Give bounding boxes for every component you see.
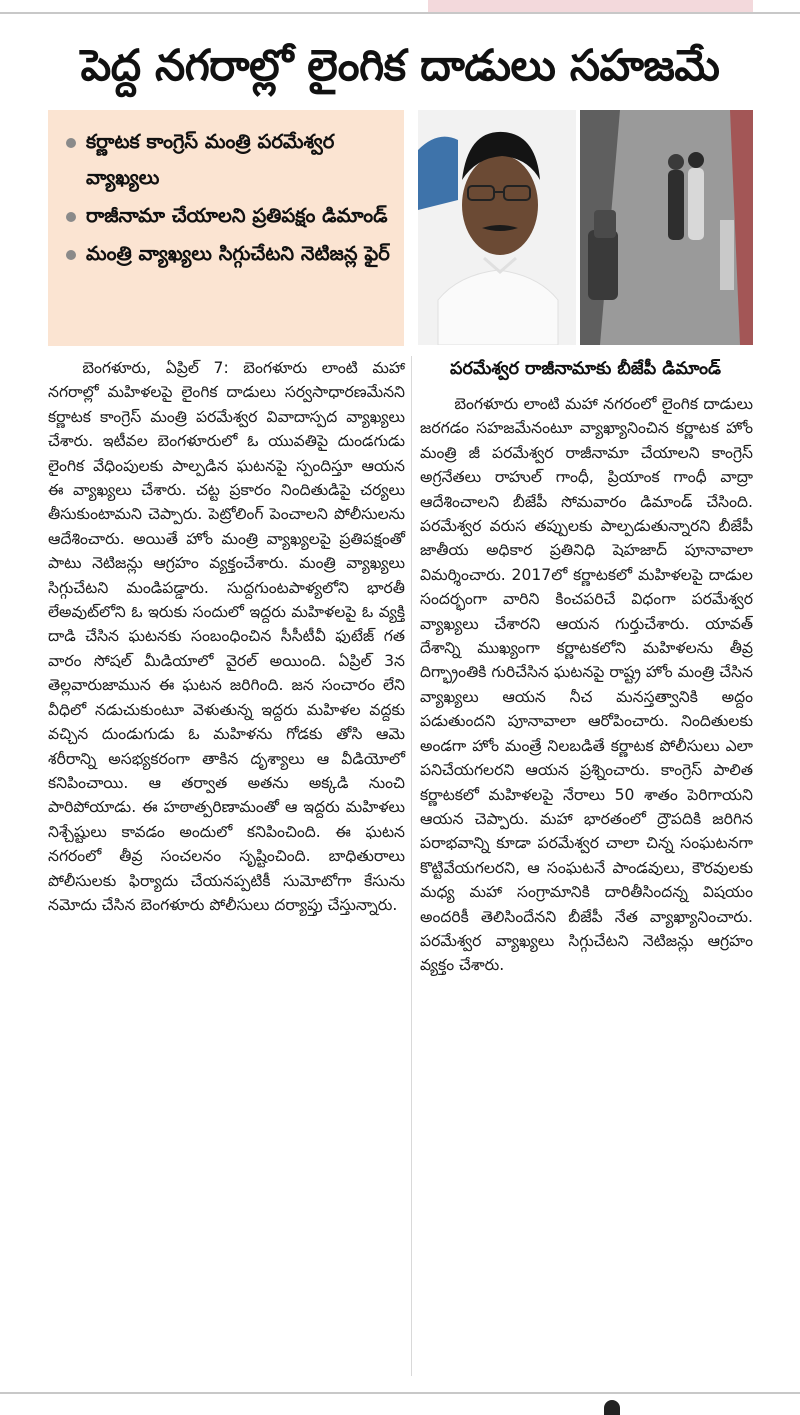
bullet-icon bbox=[66, 250, 76, 260]
highlight-text: కర్ణాటక కాంగ్రెస్ మంత్రి పరమేశ్వర వ్యాఖ్యలు bbox=[86, 130, 335, 189]
news-photo bbox=[418, 110, 753, 345]
minister-portrait bbox=[418, 110, 576, 345]
highlight-text: మంత్రి వ్యాఖ్యలు సిగ్గుచేటని నెటిజన్ల ఫైర్ bbox=[86, 242, 390, 265]
highlights-box bbox=[48, 110, 404, 346]
cctv-still bbox=[580, 110, 753, 345]
article-body-right: బెంగళూరు లాంటి మహా నగరంలో లైంగిక దాడులు జరగడం సహజమేనంటూ వ్యాఖ్యానించిన కర్ణాటక హోం మంత్రి జీ పరమేశ్వర రాజీనామా చేయాలని కాంగ్రెస్ అగ్రనేతలు రాహుల్ గాంధీ, ప్రియాంక గాంధీ వాద్రా ఆదేశించాలని బీజేపీ సోమవారం డిమాండ్ చేసింది. పరమేశ్వర వరుస తప్పులకు పాల్పడుతున్నారని బీజేపీ జాతీయ అధికార ప్రతినిధి షెహజాద్ పూనావాలా విమర్శించారు. 2017లో కర్ణాటకలో మహిళలపై దాడుల సందర్భంగా వారిని కించపరిచే విధంగా పరమేశ్వర వ్యాఖ్యలు చేశారని ఆయన గుర్తుచేశారు. యావత్ దేశాన్ని ముఖ్యంగా కర్ణాటకలోని మహిళలను తీవ్ర దిగ్భ్రాంతికి గురిచేసిన ఘటనపై రాష్ట్ర హోం మంత్రి చేసిన వ్యాఖ్యలు ఆయన నీచ మనస్తత్వానికి అద్దం పడుతుందని పూనావాలా ఆరోపించారు. నిందితులకు అండగా హోం మంత్రే నిలబడితే కర్ణాటక పోలీసులు ఎలా పనిచేయగలరని ఆయన ప్రశ్నించారు. కాంగ్రెస్ పాలిత కర్ణాటకలో మహిళలపై నేరాలు 50 శాతం పెరిగాయని ఆయన చెప్పారు. మహా భారతంలో ద్రౌపదికి జరిగిన పరాభవాన్ని కూడా పరమేశ్వర చాలా చిన్న సంఘటనగా కొట్టివేయగలరని, ఆ సంఘటనే పాండవులు, కౌరవులకు మధ్య మహా సంగ్రామానికి దారితీసిందన్న విషయం అందరికీ తెలిసిందేనని బీజేపీ నేత వ్యాఖ్యానించారు. పరమేశ్వర వ్యాఖ్యలు సిగ్గుచేటని నెటిజన్లు ఆగ్రహం వ్యక్తం చేశారు. bbox=[420, 395, 753, 975]
article-body-left: బెంగళూరు, ఏప్రిల్ 7: బెంగళూరు లాంటి మహా నగరాల్లో మహిళలపై లైంగిక దాడులు సర్వసాధారణమేనని కర్ణాటక కాంగ్రెస్ మంత్రి పరమేశ్వర వివాదాస్పద వ్యాఖ్యలు చేశారు. ఇటీవల బెంగళూరులో ఓ యువతిపై దుండగుడు లైంగిక వేధింపులకు పాల్పడిన ఘటనపై స్పందిస్తూ ఆయన ఈ వ్యాఖ్యలు చేశారు. చట్ట ప్రకారం నిందితుడిపై చర్యలు తీసుకుంటామని చెప్పారు. పెట్రోలింగ్ పెంచాలని పోలీసులను ఆదేశించారు. అయితే హోం మంత్రి వ్యాఖ్యలపై ప్రతిపక్షంతో పాటు నెటిజన్లు ఆగ్రహం వ్యక్తంచేశారు. మంత్రి వ్యాఖ్యలు సిగ్గుచేటని మండిపడ్డారు. సుద్దగుంటపాళ్యలోని భారతీ లేఅవుట్‌లోని ఓ ఇరుకు సందులో ఇద్దరు మహిళలపై ఓ వ్యక్తి దాడి చేసిన ఘటనకు సంబంధించిన సీసీటీవీ ఫుటేజ్ గత వారం సోషల్ మీడియాలో వైరల్ అయింది. ఏప్రిల్ 3న తెల్లవారుజామున ఈ ఘటన జరిగింది. జన సంచారం లేని వీధిలో నడుచుకుంటూ వెళుతున్న ఇద్దరు మహిళల వద్దకు వచ్చిన దుండుగుడు ఓ మహిళను గోడకు తోసి ఆమె శరీరాన్ని అసభ్యకరంగా తాకిన దృశ్యాలు ఆ వీడియోలో కనిపించాయి. ఆ తర్వాత అతను అక్కడి నుంచి పారిపోయాడు. ఈ హఠాత్పరిణామంతో ఆ ఇద్దరు మహిళలు నిశ్చేష్టులు కావడం అందులో కనిపించింది. ఈ ఘటన నగరంలో తీవ్ర సంచలనం సృష్టించింది. బాధితురాలు పోలీసులకు ఫిర్యాదు చేయనప్పటికీ సుమోటోగా కేసును నమోదు చేసిన బెంగళూరు పోలీసులు దర్యాప్తు చేస్తున్నారు. bbox=[48, 359, 405, 914]
column-divider bbox=[411, 356, 412, 1376]
headline: పెద్ద నగరాల్లో లైంగిక దాడులు సహజమే bbox=[80, 41, 720, 91]
highlight-item bbox=[66, 124, 390, 196]
bullet-icon bbox=[66, 212, 76, 222]
bottom-rule bbox=[0, 1392, 800, 1394]
photo-caption: పరమేశ్వర రాజీనామాకు బీజేపీ డిమాండ్ bbox=[450, 359, 721, 379]
highlight-item bbox=[66, 236, 390, 272]
bullet-icon bbox=[66, 138, 76, 148]
cctv-illustration bbox=[580, 110, 753, 345]
page-mark-icon bbox=[604, 1400, 620, 1415]
top-tab-strip bbox=[428, 0, 753, 12]
highlight-item bbox=[66, 198, 390, 234]
portrait-illustration bbox=[418, 110, 576, 345]
highlight-text: రాజీనామా చేయాలని ప్రతిపక్షం డిమాండ్ bbox=[86, 204, 388, 227]
top-rule bbox=[0, 12, 800, 14]
